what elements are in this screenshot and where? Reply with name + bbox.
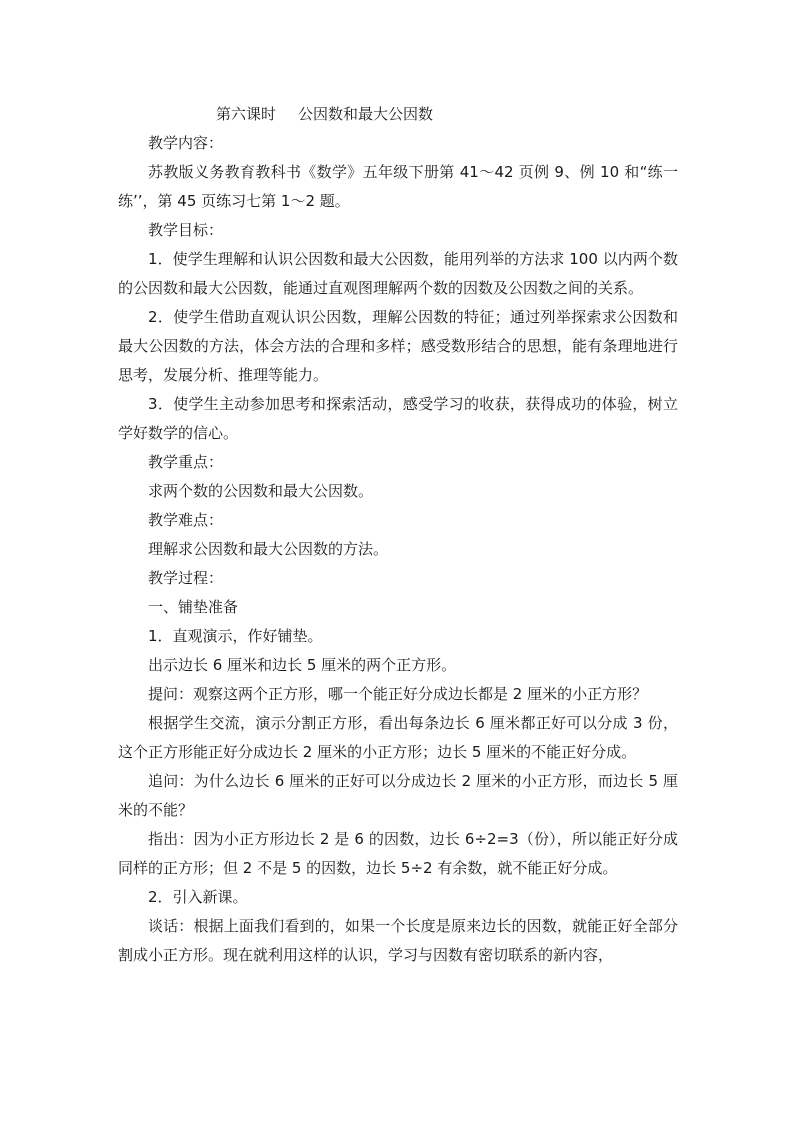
heading-process: 教学过程：: [148, 569, 224, 587]
document-body: [118, 100, 678, 970]
difficulty-text: 理解求公因数和最大公因数的方法。: [148, 540, 389, 558]
step-1-heading: 1．直观演示，作好铺垫。: [148, 627, 323, 645]
step-1-show: 出示边长 6 厘米和边长 5 厘米的两个正方形。: [148, 656, 457, 674]
heading-content: 教学内容：: [148, 134, 224, 152]
step-1-explain: 指出：因为小正方形边长 2 是 6 的因数，边长 6÷2=3（份），所以能正好分成同样的正方形；但 2 不是 5 的因数，边长 5÷2 有余数，就不能正好分成。: [118, 830, 678, 877]
step-1-question: 提问：观察这两个正方形，哪一个能正好分成边长都是 2 厘米的小正方形？: [148, 685, 648, 703]
section-1-heading: 一、铺垫准备: [148, 598, 239, 616]
objective-2: 2．使学生借助直观认识公因数，理解公因数的特征；通过列举探索求公因数和最大公因数的方法，体会方法的合理和多样；感受数形结合的思想，能有条理地进行思考，发展分析、推理等能力。: [118, 308, 678, 384]
objective-3: 3．使学生主动参加思考和探索活动，感受学习的收获，获得成功的体验，树立学好数学的信心。: [118, 395, 678, 442]
step-2-heading: 2．引入新课。: [148, 888, 248, 906]
step-2-talk: 谈话：根据上面我们看到的，如果一个长度是原来边长的因数，就能正好全部分割成小正方形。现在就利用这样的认识，学习与因数有密切联系的新内容，: [118, 917, 678, 964]
lesson-title: [118, 100, 678, 129]
lesson-number: 第六课时: [216, 105, 277, 123]
heading-difficulty: 教学难点：: [148, 511, 224, 529]
heading-objectives: 教学目标：: [148, 221, 224, 239]
content-text: 苏教版义务教育教科书《数学》五年级下册第 41～42 页例 9、例 10 和“练一练’’，第 45 页练习七第 1～2 题。: [118, 163, 678, 210]
step-1-follow-up: 追问：为什么边长 6 厘米的正好可以分成边长 2 厘米的小正方形，而边长 5 厘米的不能？: [118, 772, 678, 819]
lesson-topic: 公因数和最大公因数: [298, 105, 434, 123]
heading-key-point: 教学重点：: [148, 453, 224, 471]
step-1-demo: 根据学生交流，演示分割正方形，看出每条边长 6 厘米都正好可以分成 3 份，这个正方形能正好分成边长 2 厘米的小正方形；边长 5 厘米的不能正好分成。: [118, 714, 678, 761]
objective-1: 1．使学生理解和认识公因数和最大公因数，能用列举的方法求 100 以内两个数的公因数和最大公因数，能通过直观图理解两个数的因数及公因数之间的关系。: [118, 250, 678, 297]
key-point-text: 求两个数的公因数和最大公因数。: [148, 482, 374, 500]
